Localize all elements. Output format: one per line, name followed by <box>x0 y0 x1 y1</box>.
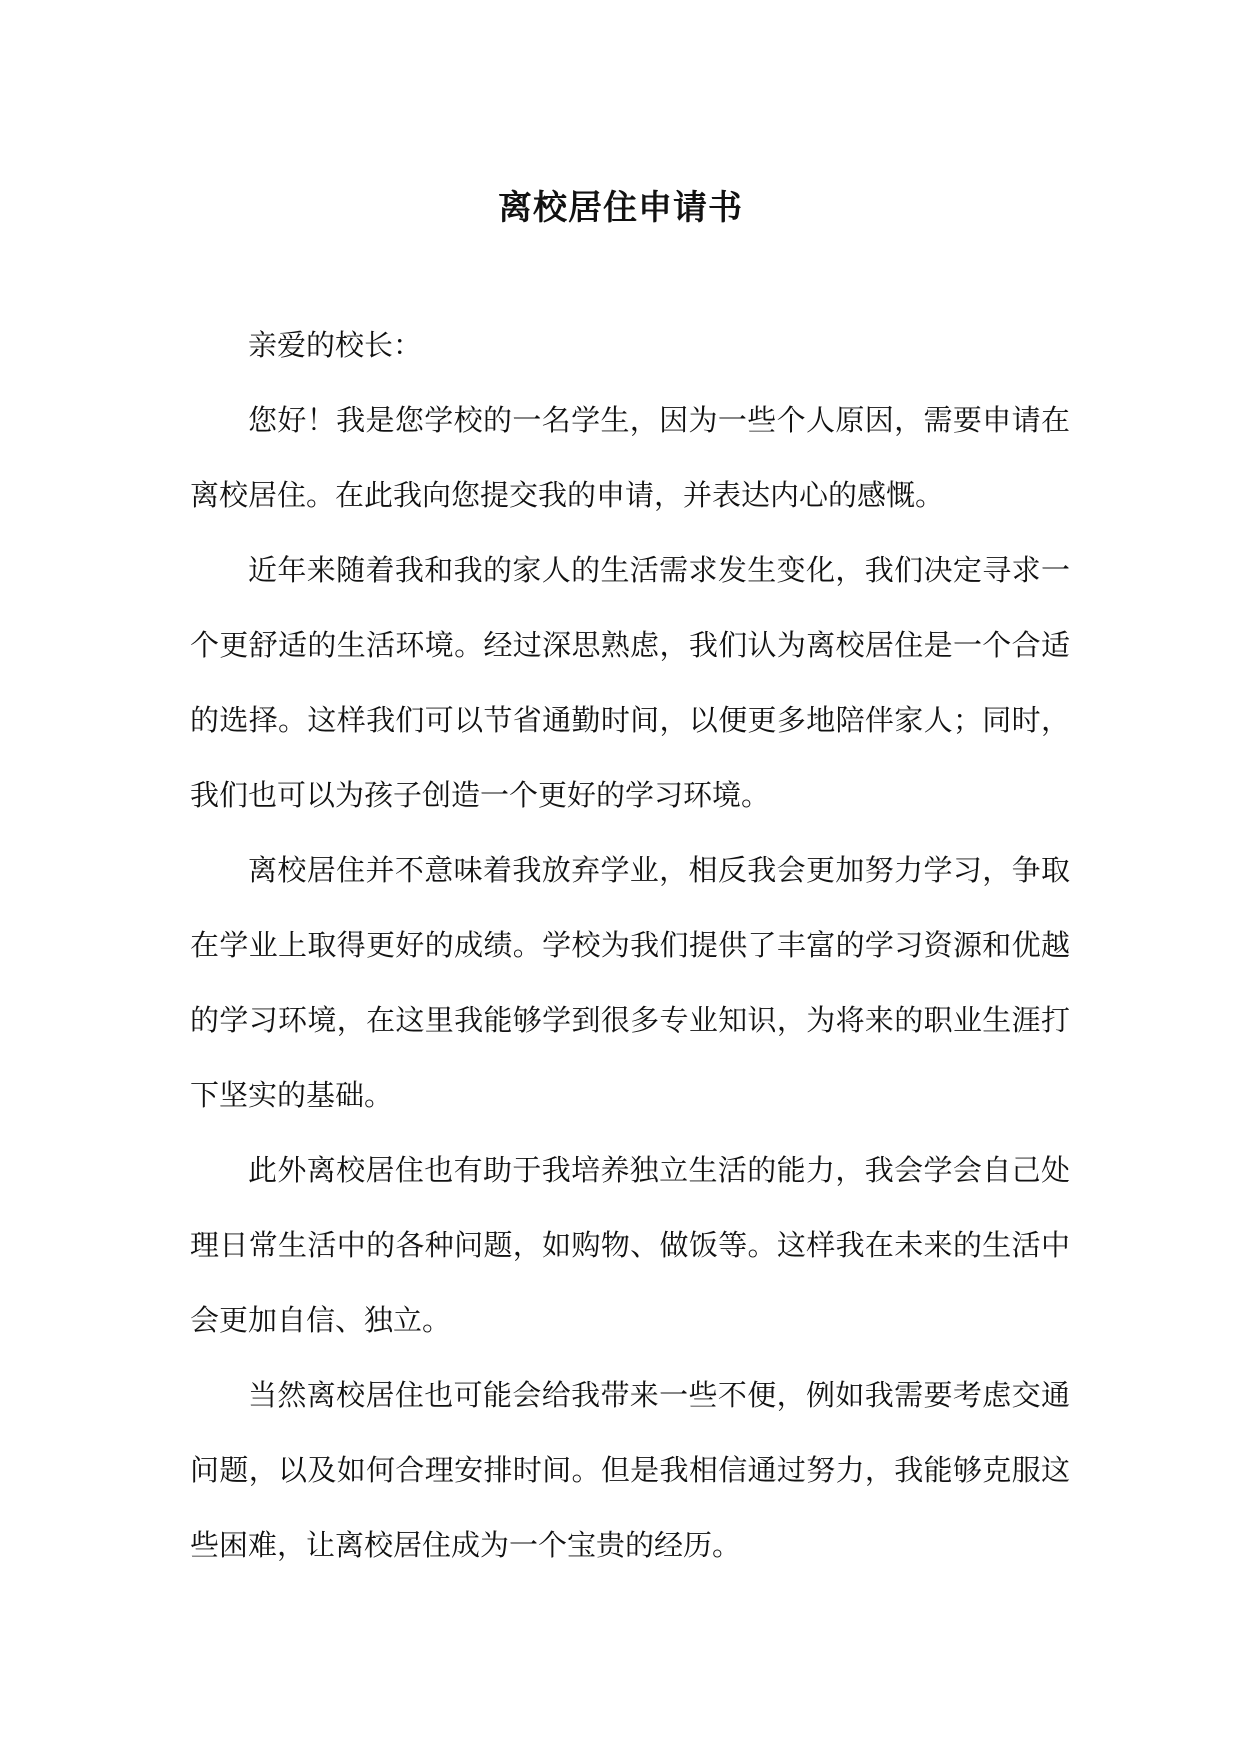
document-body <box>190 308 1070 1583</box>
salutation: 亲爱的校长： <box>248 328 423 362</box>
paragraph-3: 离校居住并不意味着我放弃学业，相反我会更加努力学习，争取在学业上取得更好的成绩。学校为我们提供了丰富的学习资源和优越的学习环境，在这里我能够学到很多专业知识，为将来的职业生涯打下坚实的基础。 <box>190 853 1070 1112</box>
paragraph-1: 您好！我是您学校的一名学生，因为一些个人原因，需要申请在离校居住。在此我向您提交我的申请，并表达内心的感慨。 <box>190 403 1070 512</box>
paragraph-5: 当然离校居住也可能会给我带来一些不便，例如我需要考虑交通问题，以及如何合理安排时间。但是我相信通过努力，我能够克服这些困难，让离校居住成为一个宝贵的经历。 <box>190 1378 1070 1562</box>
document-title: 离校居住申请书 <box>498 188 743 228</box>
paragraph-2: 近年来随着我和我的家人的生活需求发生变化，我们决定寻求一个更舒适的生活环境。经过深思熟虑，我们认为离校居住是一个合适的选择。这样我们可以节省通勤时间，以便更多地陪伴家人；同时，我们也可以为孩子创造一个更好的学习环境。 <box>190 553 1070 812</box>
paragraph-4: 此外离校居住也有助于我培养独立生活的能力，我会学会自己处理日常生活中的各种问题，如购物、做饭等。这样我在未来的生活中会更加自信、独立。 <box>190 1153 1070 1337</box>
